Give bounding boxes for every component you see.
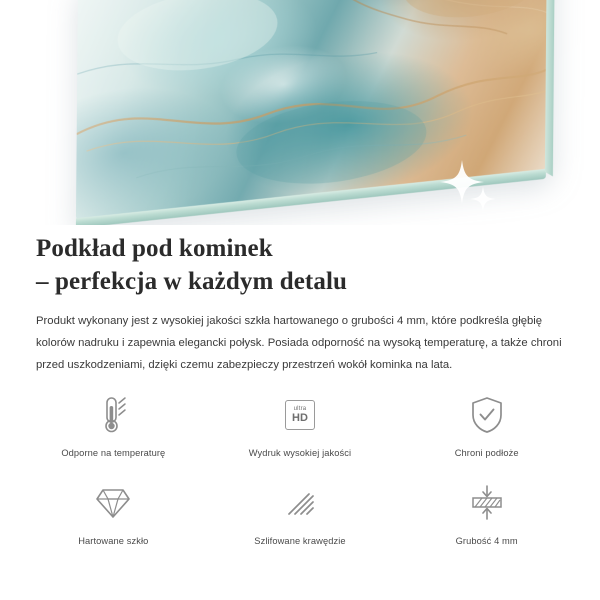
thermometer-icon xyxy=(96,392,130,438)
glass-right-edge xyxy=(545,0,555,176)
feature-label: Hartowane szkło xyxy=(78,536,149,546)
ultra-hd-badge-icon xyxy=(285,392,315,438)
glass-panel xyxy=(76,0,548,219)
diamond-icon xyxy=(95,480,131,526)
feature-thickness xyxy=(393,480,580,568)
feature-label: Wydruk wysokiej jakości xyxy=(248,448,352,458)
feature-tempered-glass xyxy=(20,480,207,568)
marble-veins xyxy=(76,0,548,219)
product-description-text: Produkt wykonany jest z wysokiej jakości szkła hartowanego o grubości 4 mm, które podkreśla głębię kolorów nadruku i zapewnia elegancki połysk. Posiada odporność na wysoką temperaturę, a także chroni przed uszkodzeniami, dzięki czemu zabezpieczy przestrzeń wokół kominka na lata. xyxy=(36,315,562,371)
sparkle-small-icon xyxy=(470,186,496,212)
page-title xyxy=(36,232,576,298)
thickness-arrows-icon xyxy=(469,480,505,526)
feature-label: Szlifowane krawędzie xyxy=(254,536,346,546)
feature-label: Grubość 4 mm xyxy=(455,536,518,546)
feature-print-quality xyxy=(207,392,394,480)
feature-grid xyxy=(20,392,580,568)
headline-line-2: – perfekcja w każdym detalu xyxy=(36,268,348,295)
feature-heat-resistance xyxy=(20,392,207,480)
polished-edge-icon xyxy=(283,480,317,526)
badge-bottom-text: HD xyxy=(292,412,308,424)
feature-label: Chroni podłoże xyxy=(454,448,519,458)
headline-line-1: Podkład pod kominek xyxy=(36,235,273,262)
badge-top-text: ultra xyxy=(293,406,307,412)
shield-check-icon xyxy=(470,392,504,438)
feature-polished-edges xyxy=(207,480,394,568)
feature-label: Odporne na temperaturę xyxy=(61,448,166,458)
marble-print-surface xyxy=(76,0,548,219)
hero-image xyxy=(0,0,600,225)
feature-surface-protection xyxy=(393,392,580,480)
